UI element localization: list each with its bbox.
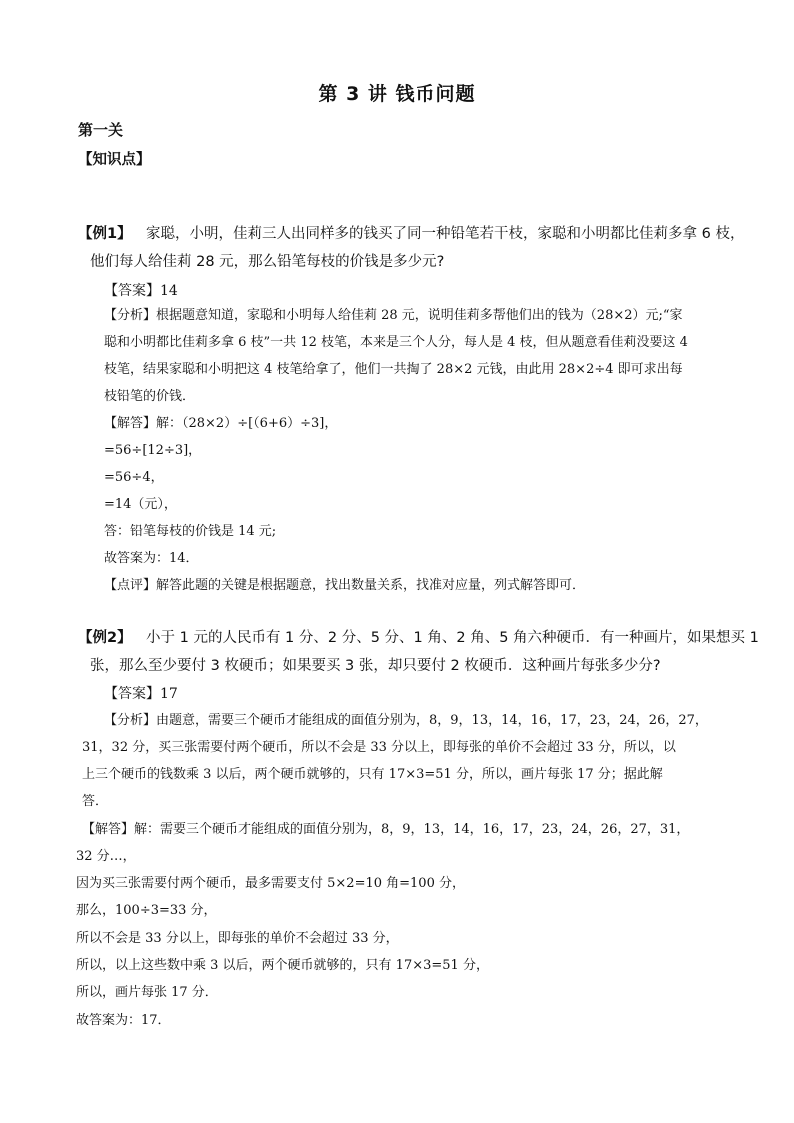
example-2-analysis-line: 上三个硬币的钱数乘 3 以后，两个硬币就够的，只有 17×3=51 分，所以，画片每张 17 分；据此解: [82, 767, 663, 782]
example-1-comment: 【点评】解答此题的关键是根据题意，找出数量关系，找准对应量，列式解答即可．: [104, 578, 586, 593]
section-heading: 第一关: [78, 121, 124, 139]
example-1-answer: 【答案】14: [104, 283, 178, 299]
example-1-label: 【例1】: [78, 226, 132, 242]
example-1-analysis-line: 枝笔，结果家聪和小明把这 4 枝笔给拿了，他们一共掏了 28×2 元钱，由此用 28×2÷4 即可求出每: [104, 362, 683, 377]
example-1-solution-line: =56÷[12÷3]，: [104, 443, 202, 458]
example-2-solution-line: 所以，以上这些数中乘 3 以后，两个硬币就够的，只有 17×3=51 分，: [76, 958, 489, 973]
page-title: 第 3 讲 钱币问题: [318, 83, 476, 105]
example-2-solution-line: 所以不会是 33 分以上，即每张的单价不会超过 33 分，: [76, 931, 399, 946]
example-2-analysis-line: 31，32 分，买三张需要付两个硬币，所以不会是 33 分以上，即每张的单价不会超过 33 分，所以，以: [82, 740, 676, 755]
example-2-question-line: 小于 1 元的人民币有 1 分、2 分、5 分、1 角、2 角、5 角六种硬币．有一种画片，如果想买 1: [146, 630, 759, 646]
example-1-solution-line: 答：铅笔每枝的价钱是 14 元;: [104, 524, 277, 539]
example-1-question-line: 家聪，小明，佳莉三人出同样多的钱买了同一种铅笔若干枝，家聪和小明都比佳莉多拿 6 枝，: [146, 226, 745, 242]
example-2-solution-line: 那么，100÷3=33 分，: [76, 903, 217, 918]
example-1-analysis-line: 聪和小明都比佳莉多拿 6 枝”一共 12 枝笔，本来是三个人分，每人是 4 枝，但从题意看佳莉没要这 4: [104, 335, 688, 350]
example-1-solution-line: =56÷4，: [104, 470, 164, 485]
example-2-solution-line: 32 分…，: [76, 849, 136, 864]
example-1-solution-line: =14（元），: [104, 497, 177, 512]
example-1-question-line: 他们每人给佳莉 28 元，那么铅笔每枝的价钱是多少元?: [90, 254, 445, 270]
example-2-solution-line: 【解答】解：需要三个硬币才能组成的面值分别为，8，9，13，14，16，17，23，24，26，27，31，: [82, 822, 690, 837]
example-2-question-line: 张，那么至少要付 3 枚硬币；如果要买 3 张，却只要付 2 枚硬币．这种画片每张多少分?: [90, 658, 661, 674]
example-2-label: 【例2】: [78, 630, 132, 646]
example-1-analysis-line: 枝铅笔的价钱．: [104, 389, 196, 404]
example-2-answer: 【答案】17: [104, 686, 178, 702]
knowledge-point-heading: 【知识点】: [78, 152, 151, 168]
example-2-solution-line: 所以，画片每张 17 分．: [76, 985, 218, 1000]
example-2-solution-line: 故答案为：17．: [76, 1013, 171, 1028]
example-1-analysis-line: 【分析】根据题意知道，家聪和小明每人给佳莉 28 元，说明佳莉多帮他们出的钱为（28×2）元;“家: [104, 308, 683, 323]
example-2-solution-line: 因为买三张需要付两个硬币，最多需要支付 5×2=10 角=100 分，: [76, 876, 465, 891]
example-1-solution-line: 故答案为：14．: [104, 551, 199, 566]
example-2-analysis-line: 答．: [82, 794, 109, 809]
example-2-analysis-line: 【分析】由题意，需要三个硬币才能组成的面值分别为，8，9，13，14，16，17，23，24，26，27，: [104, 713, 708, 728]
example-1-solution-line: 【解答】解：（28×2）÷[（6+6）÷3]，: [104, 416, 338, 431]
